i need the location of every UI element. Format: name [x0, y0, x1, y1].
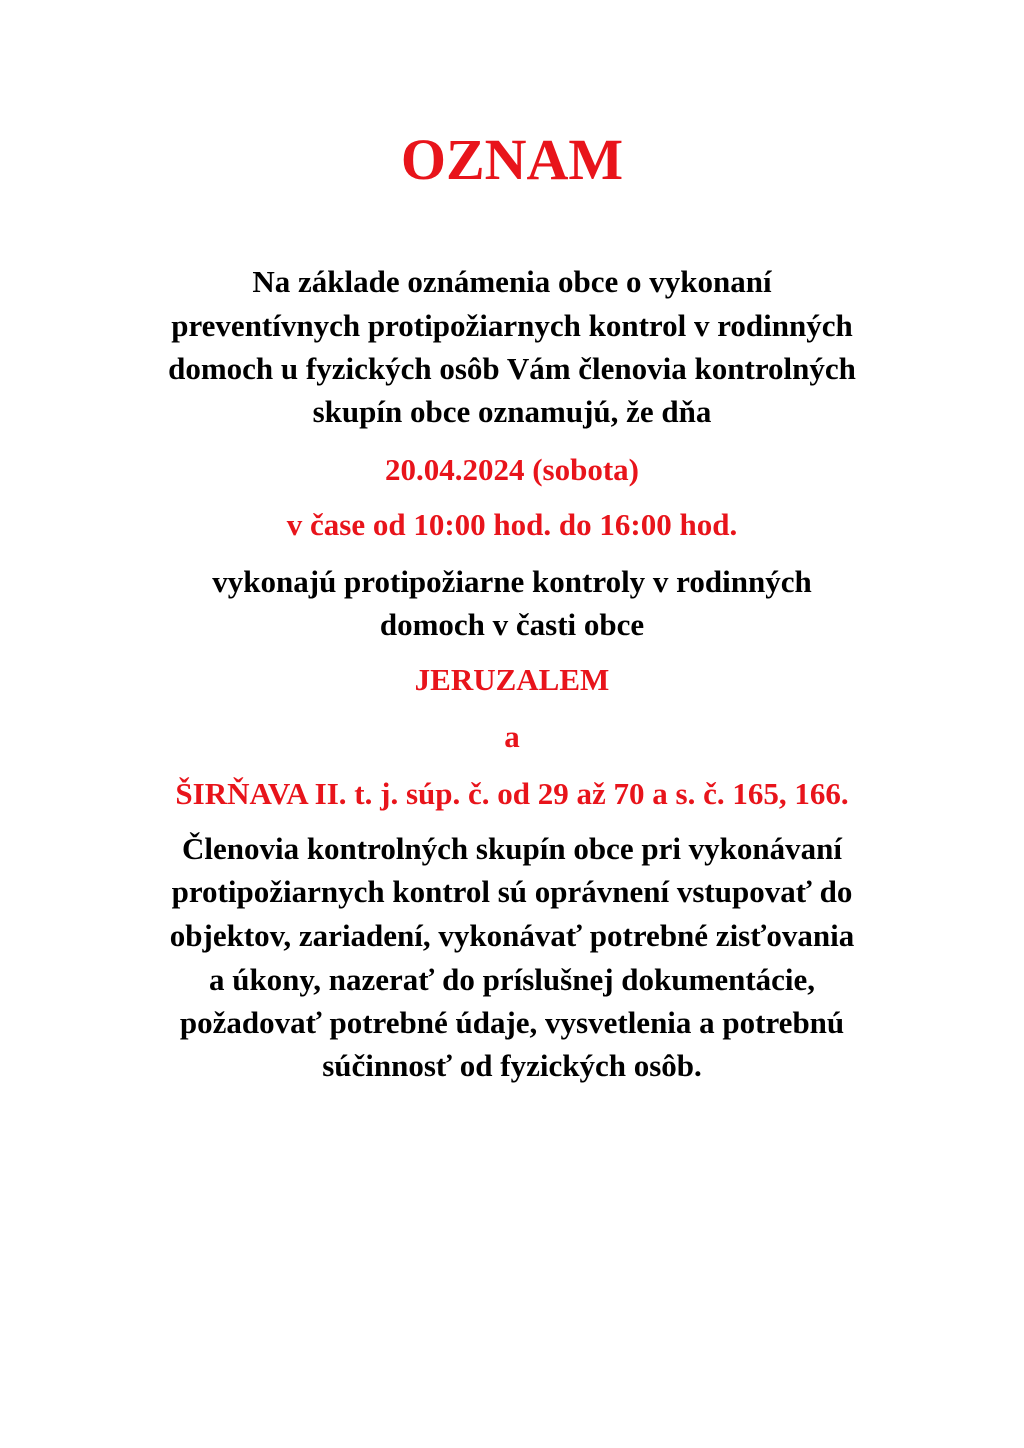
intro-line-3: domoch u fyzických osôb Vám členovia kontrolných: [168, 351, 856, 386]
rights-line-4: a úkony, nazerať do príslušnej dokumentácie,: [208, 962, 816, 997]
rights-line-1: Členovia kontrolných skupín obce pri vykonávaní: [181, 831, 843, 866]
notice-title: OZNAM: [400, 127, 624, 192]
intro-line-4: skupín obce oznamujú, že dňa: [312, 394, 712, 429]
rights-line-5: požadovať potrebné údaje, vysvetlenia a potrebnú: [179, 1005, 845, 1040]
intro-line-2: preventívnych protipožiarnych kontrol v rodinných: [171, 308, 853, 343]
action-line-2: domoch v časti obce: [379, 607, 645, 642]
rights-line-2: protipožiarnych kontrol sú oprávnení vstupovať do: [171, 874, 853, 909]
inspection-time: v čase od 10:00 hod. do 16:00 hod.: [286, 507, 738, 542]
place-jeruzalem: JERUZALEM: [414, 662, 610, 697]
rights-line-3: objektov, zariadení, vykonávať potrebné zisťovania: [169, 918, 855, 953]
action-line-1: vykonajú protipožiarne kontroly v rodinných: [212, 564, 812, 599]
place-sirnava: ŠIRŇAVA II. t. j. súp. č. od 29 až 70 a s. č. 165, 166.: [175, 776, 849, 811]
conjunction-a: a: [504, 719, 520, 754]
intro-line-1: Na základe oznámenia obce o vykonaní: [252, 264, 772, 299]
inspection-date: 20.04.2024 (sobota): [384, 452, 640, 487]
rights-line-6: súčinnosť od fyzických osôb.: [322, 1048, 702, 1083]
